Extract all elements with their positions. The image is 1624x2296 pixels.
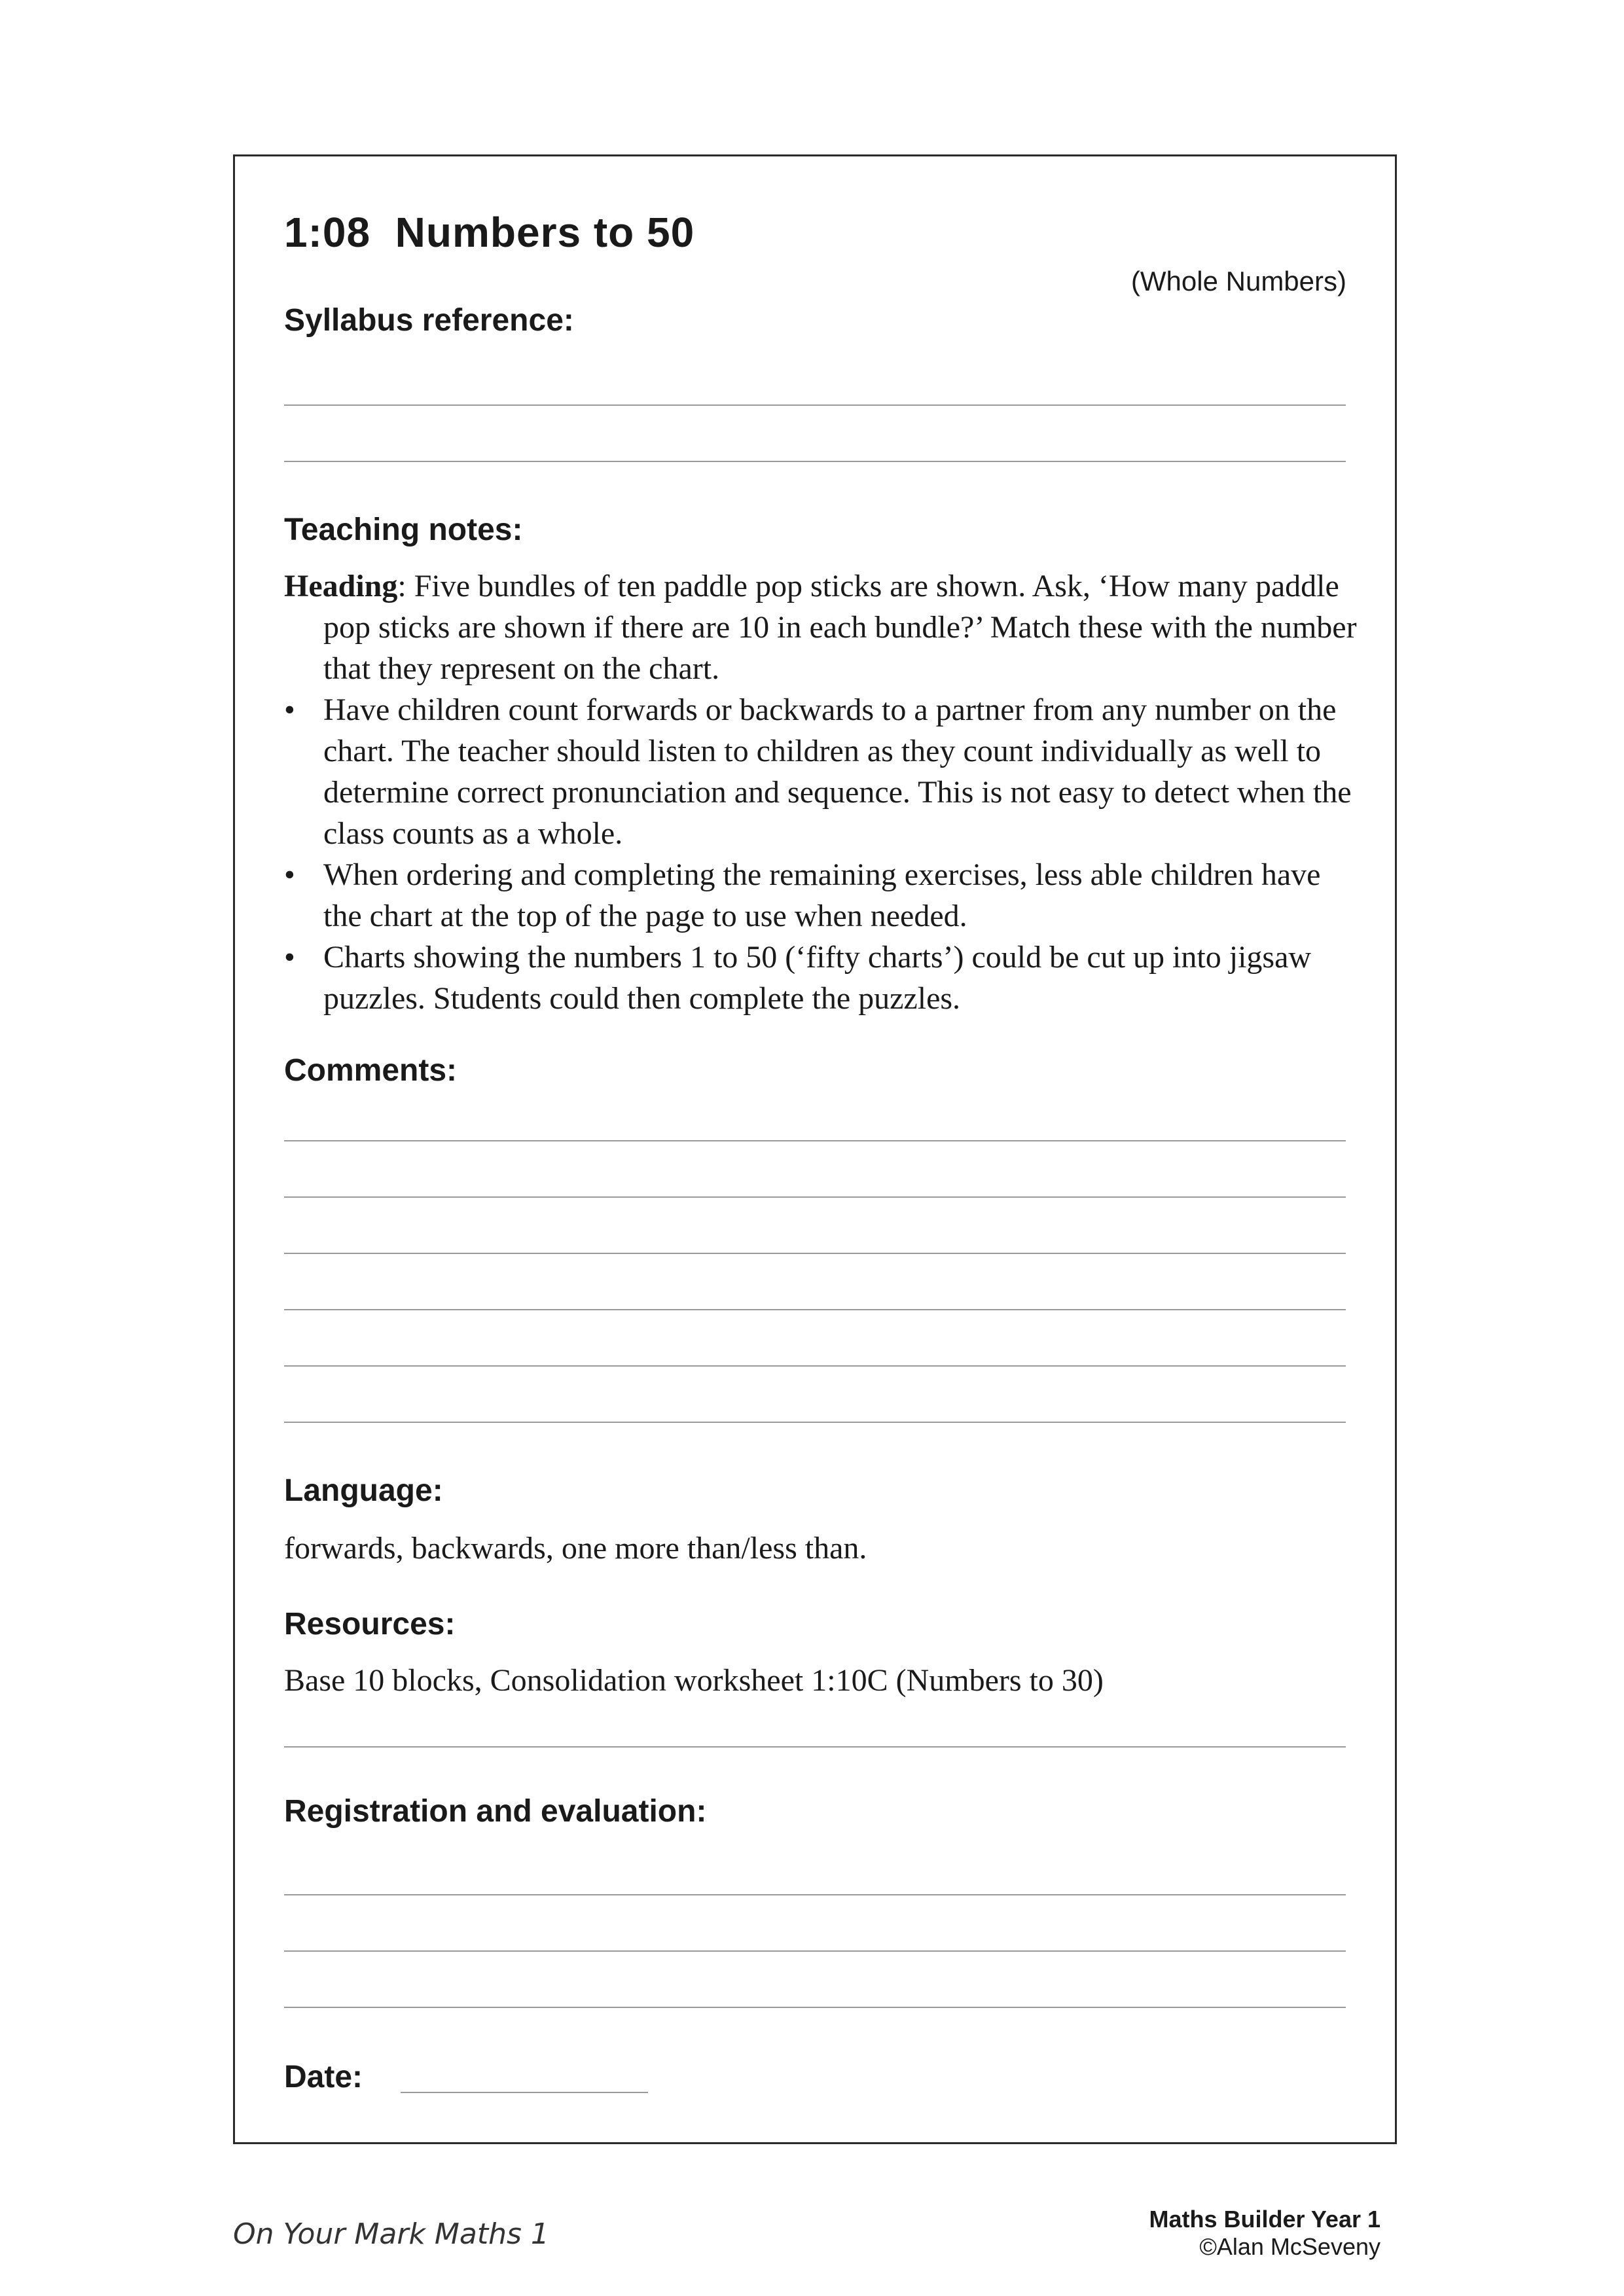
teaching-notes-body <box>284 565 1358 1019</box>
page-title: 1:08 Numbers to 50 <box>284 209 695 256</box>
syllabus-line-2 <box>284 461 1346 462</box>
worksheet-frame <box>233 154 1397 2144</box>
date-field-line <box>401 2092 648 2093</box>
comments-heading: Comments: <box>284 1053 458 1088</box>
comment-line <box>284 1140 1346 1141</box>
note-bullet-text: Have children count forwards or backwards to a partner from any number on the chart. The teacher should listen to children as they count individually as well to determine correct pronunciation and sequence. This is not easy to detect when the class counts as a whole. <box>323 692 1352 851</box>
resources-heading: Resources: <box>284 1607 456 1641</box>
bullet-icon: • <box>284 940 295 975</box>
comment-line <box>284 1253 1346 1254</box>
heading-note <box>284 565 1358 689</box>
comment-line <box>284 1365 1346 1367</box>
note-bullet <box>284 854 1358 937</box>
comment-line <box>284 1422 1346 1423</box>
footer-copyright: ©Alan McSeveny <box>1199 2233 1380 2260</box>
syllabus-line-1 <box>284 404 1346 406</box>
date-label: Date: <box>284 2060 363 2094</box>
resources-line <box>284 1746 1346 1748</box>
heading-label: Heading <box>284 569 398 603</box>
language-text: forwards, backwards, one more than/less than. <box>284 1531 867 1566</box>
teaching-notes-heading: Teaching notes: <box>284 512 523 547</box>
note-bullet-text: When ordering and completing the remaining exercises, less able children have the chart at the top of the page to use when needed. <box>323 857 1321 933</box>
note-bullet-text: Charts showing the numbers 1 to 50 (‘fifty charts’) could be cut up into jigsaw puzzles. Students could then complete the puzzles. <box>323 940 1312 1016</box>
registration-heading: Registration and evaluation: <box>284 1794 707 1829</box>
registration-line <box>284 2007 1346 2008</box>
registration-line <box>284 1894 1346 1895</box>
bullet-icon: • <box>284 857 295 892</box>
bullet-icon: • <box>284 692 295 727</box>
note-bullet <box>284 689 1358 854</box>
resources-text: Base 10 blocks, Consolidation worksheet 1:10C (Numbers to 30) <box>284 1663 1104 1698</box>
footer-book-title: Maths Builder Year 1 <box>1149 2206 1380 2233</box>
comment-line <box>284 1196 1346 1198</box>
footer-series-title: On Your Mark Maths 1 <box>233 2217 549 2251</box>
comment-line <box>284 1309 1346 1310</box>
language-heading: Language: <box>284 1473 443 1508</box>
strand-label: (Whole Numbers) <box>1130 266 1346 296</box>
footer-credits <box>1149 2206 1380 2261</box>
syllabus-heading: Syllabus reference: <box>284 303 574 338</box>
heading-note-text: : Five bundles of ten paddle pop sticks are shown. Ask, ‘How many paddle pop sticks are shown if there are 10 in each bundle?’ Match these with the number that they represent on the chart. <box>323 569 1357 686</box>
note-bullet <box>284 937 1358 1019</box>
registration-line <box>284 1950 1346 1952</box>
